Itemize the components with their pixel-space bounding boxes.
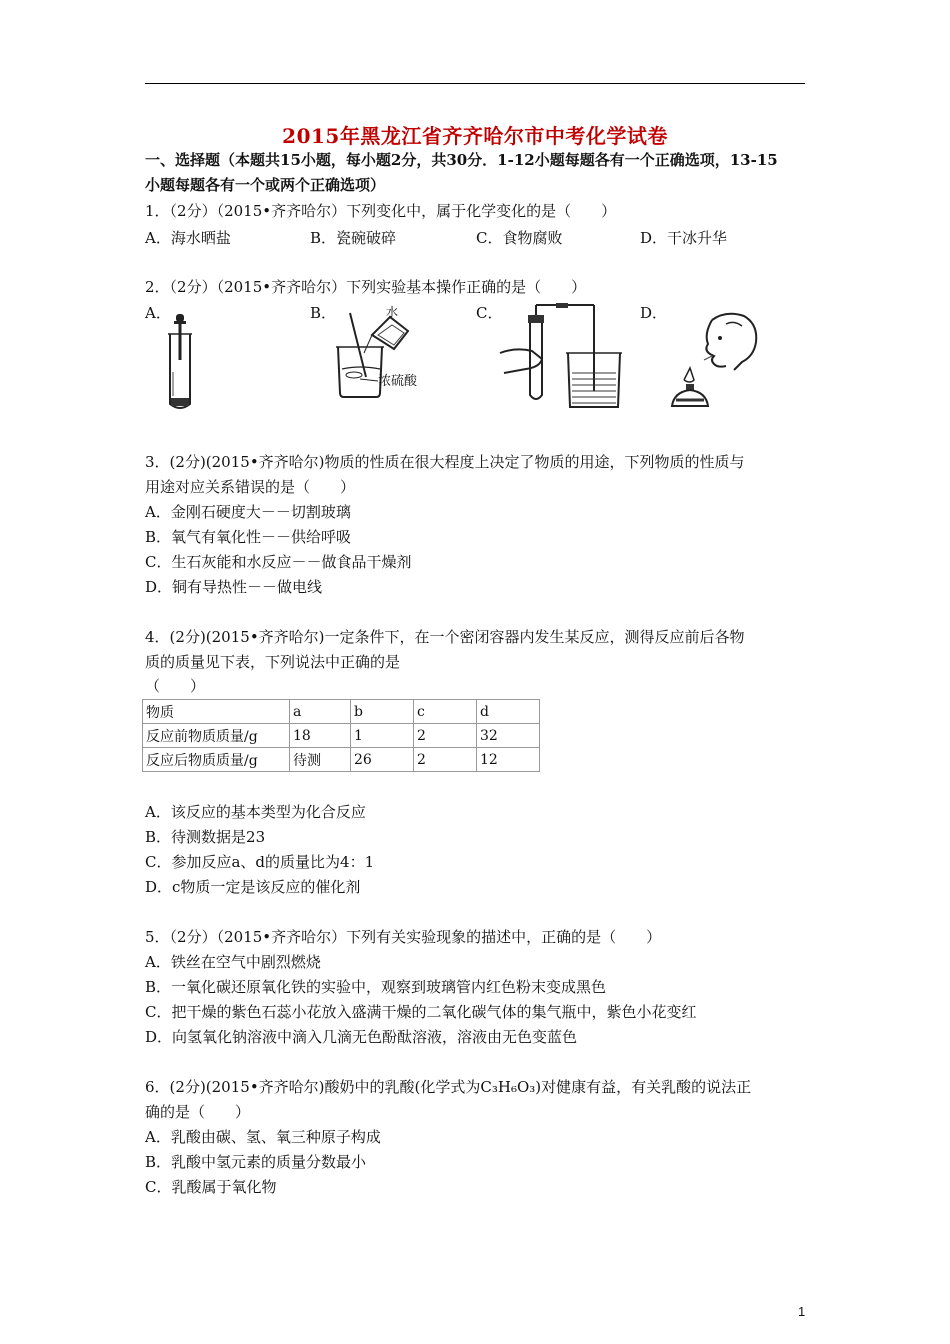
table-cell: b xyxy=(351,700,414,724)
table-cell: a xyxy=(290,700,351,724)
q2-option-c: C． xyxy=(476,304,503,322)
q6-option-c: C．乳酸属于氧化物 xyxy=(145,1178,277,1196)
figure-blowing-lamp xyxy=(664,310,764,415)
header-rule xyxy=(145,83,805,84)
q2-stem: 2．（2分）（2015•齐齐哈尔）下列实验基本操作正确的是（ ） xyxy=(145,278,587,296)
q6-stem-line-2: 确的是（ ） xyxy=(145,1103,251,1121)
page-number: 1 xyxy=(798,1304,806,1319)
table-cell: 物质 xyxy=(143,700,290,724)
q4-option-a: A．该反应的基本类型为化合反应 xyxy=(145,803,366,821)
section-heading-line-1: 一、选择题（本题共15小题，每小题2分，共30分．1-12小题每题各有一个正确选项，13-15 xyxy=(145,151,778,169)
q4-option-c: C．参加反应a、d的质量比为4：1 xyxy=(145,853,375,871)
table-cell: d xyxy=(477,700,540,724)
table-cell: 18 xyxy=(290,724,351,748)
q1-option-c: C．食物腐败 xyxy=(476,229,563,247)
table-cell: 1 xyxy=(351,724,414,748)
table-cell: 反应前物质质量/g xyxy=(143,724,290,748)
q2-option-b: B． xyxy=(310,304,337,322)
table-row xyxy=(143,724,540,748)
table-row xyxy=(143,700,540,724)
q2-option-a: A． xyxy=(145,304,171,322)
figure-dilution xyxy=(328,305,428,405)
q4-stem-line-2: 质的质量见下表，下列说法中正确的是 xyxy=(145,653,401,671)
figure-label-acid: 浓硫酸 xyxy=(378,374,418,389)
q5-option-d: D．向氢氧化钠溶液中滴入几滴无色酚酞溶液，溶液由无色变蓝色 xyxy=(145,1028,578,1046)
table-cell: 26 xyxy=(351,748,414,772)
figure-dropper-in-tube xyxy=(160,312,200,414)
q4-option-d: D．c物质一定是该反应的催化剂 xyxy=(145,878,361,896)
q4-stem-line-1: 4．(2分)(2015•齐齐哈尔)一定条件下，在一个密闭容器内发生某反应，测得反应前后各物 xyxy=(145,628,745,646)
q3-option-b: B．氧气有氧化性－－供给呼吸 xyxy=(145,528,352,546)
q3-option-c: C．生石灰能和水反应－－做食品干燥剂 xyxy=(145,553,412,571)
q5-stem: 5．（2分）（2015•齐齐哈尔）下列有关实验现象的描述中，正确的是（ ） xyxy=(145,928,662,946)
section-heading-line-2: 小题每题各有一个或两个正确选项） xyxy=(145,176,386,194)
table-cell: 2 xyxy=(414,748,477,772)
q1-option-a: A．海水晒盐 xyxy=(145,229,231,247)
table-cell: 2 xyxy=(414,724,477,748)
q3-stem-line-2: 用途对应关系错误的是（ ） xyxy=(145,478,356,496)
q1-stem: 1．（2分）（2015•齐齐哈尔）下列变化中，属于化学变化的是（ ） xyxy=(145,202,617,220)
q6-option-a: A．乳酸由碳、氢、氧三种原子构成 xyxy=(145,1128,381,1146)
table-cell: 12 xyxy=(477,748,540,772)
q5-option-c: C．把干燥的紫色石蕊小花放入盛满干燥的二氧化碳气体的集气瓶中，紫色小花变红 xyxy=(145,1003,697,1021)
figure-label-water: 水 xyxy=(386,305,399,319)
q1-option-b: B．瓷碗破碎 xyxy=(310,229,397,247)
q4-stem-line-3: （ ） xyxy=(145,677,206,695)
q6-stem-line-1: 6．(2分)(2015•齐齐哈尔)酸奶中的乳酸(化学式为C₃H₆O₃)对健康有益，有关乳酸的说法正 xyxy=(145,1078,752,1096)
page-title: 2015年黑龙江省齐齐哈尔市中考化学试卷 xyxy=(282,124,668,148)
figure-airtightness-check xyxy=(496,303,626,411)
q3-option-d: D．铜有导热性－－做电线 xyxy=(145,578,323,596)
q3-option-a: A．金刚石硬度大－－切割玻璃 xyxy=(145,503,351,521)
q6-option-b: B．乳酸中氢元素的质量分数最小 xyxy=(145,1153,367,1171)
table-cell: 待测 xyxy=(290,748,351,772)
q2-option-d: D． xyxy=(640,304,668,322)
q1-option-d: D．干冰升华 xyxy=(640,229,728,247)
q4-option-b: B．待测数据是23 xyxy=(145,828,266,846)
table-row xyxy=(143,748,540,772)
q5-option-b: B．一氧化碳还原氧化铁的实验中，观察到玻璃管内红色粉末变成黑色 xyxy=(145,978,607,996)
table-cell: 反应后物质质量/g xyxy=(143,748,290,772)
mass-table xyxy=(142,699,540,772)
table-cell: c xyxy=(414,700,477,724)
q5-option-a: A．铁丝在空气中剧烈燃烧 xyxy=(145,953,321,971)
q3-stem-line-1: 3．(2分)(2015•齐齐哈尔)物质的性质在很大程度上决定了物质的用途，下列物质的性质与 xyxy=(145,453,745,471)
table-cell: 32 xyxy=(477,724,540,748)
